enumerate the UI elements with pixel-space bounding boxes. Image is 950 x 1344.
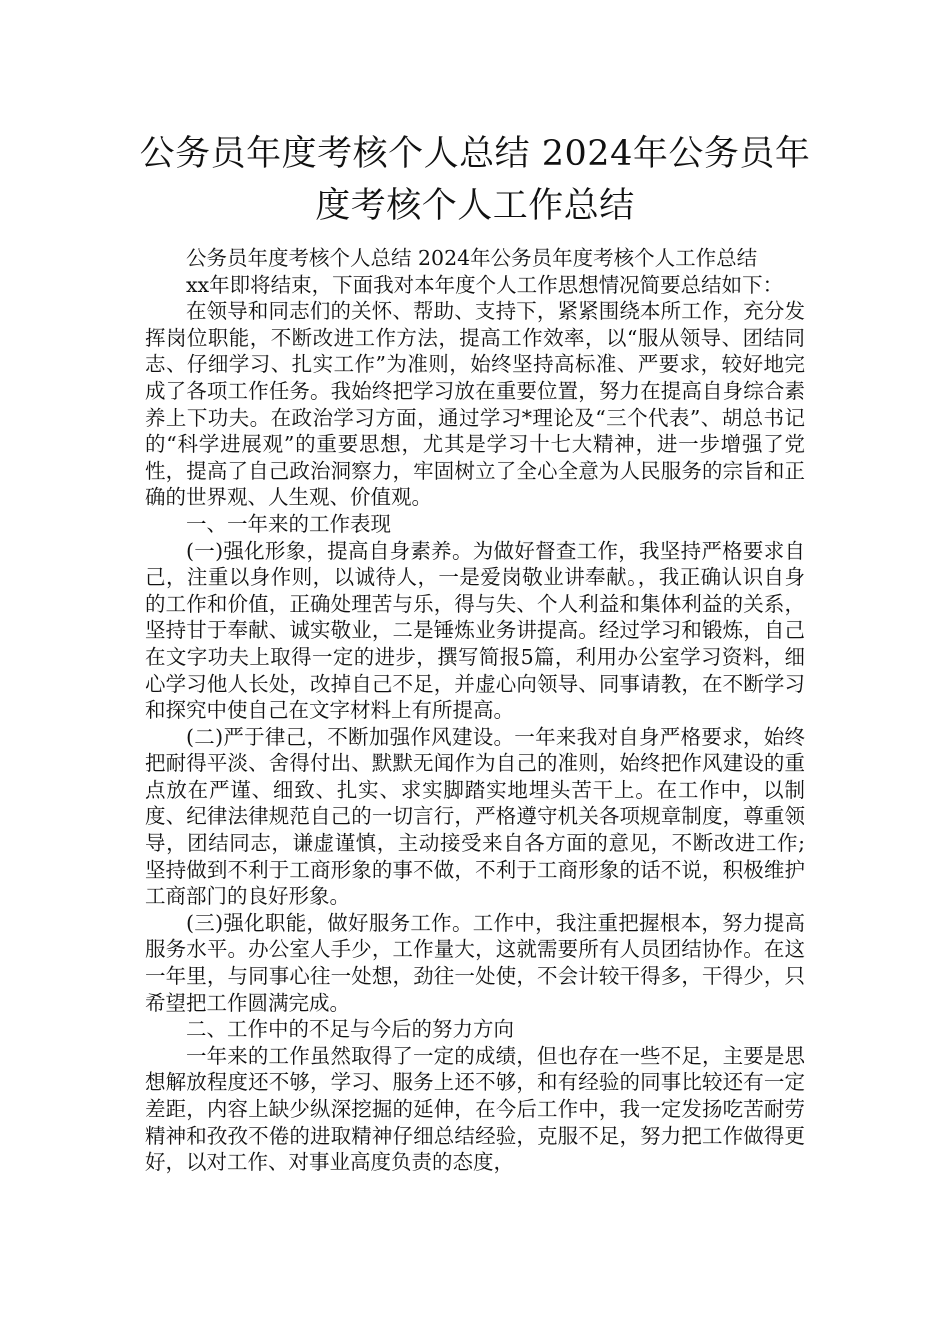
subsection-discipline-paragraph: (二)严于律己，不断加强作风建设。一年来我对自身严格要求，始终把耐得平淡、舍得付出、默默无闻作为自己的准则，始终把作风建设的重点放在严谨、细致、扎实、求实脚踏实地埋头苦干上。在工作中，以制度、纪律法律规范自己的一切言行，严格遵守机关各项规章制度，尊重领导，团结同志，谦虚谨慎，主动接受来自各方面的意见，不断改进工作;坚持做到不利于工商形象的事不做，不利于工商形象的话不说，积极维护工商部门的良好形象。	[145, 724, 805, 909]
shortcomings-paragraph: 一年来的工作虽然取得了一定的成绩，但也存在一些不足，主要是思想解放程度还不够，学习、服务上还不够，和有经验的同事比较还有一定差距，内容上缺少纵深挖掘的延伸，在今后工作中，我一定发扬吃苦耐劳精神和孜孜不倦的进取精神仔细总结经验，克服不足，努力把工作做得更好，以对工作、对事业高度负责的态度，	[145, 1043, 805, 1175]
intro-title-paragraph: 公务员年度考核个人总结 2024年公务员年度考核个人工作总结	[186, 246, 758, 270]
section-heading-shortcomings: 二、工作中的不足与今后的努力方向	[186, 1017, 514, 1042]
overview-paragraph: 在领导和同志们的关怀、帮助、支持下，紧紧围绕本所工作，充分发挥岗位职能，不断改进工作方法，提高工作效率，以“服从领导、团结同志、仔细学习、扎实工作”为准则，始终坚持高标准、严要求，较好地完成了各项工作任务。我始终把学习放在重要位置，努力在提高自身综合素养上下功夫。在政治学习方面，通过学习*理论及“三个代表”、胡总书记的“科学进展观”的重要思想，尤其是学习十七大精神，进一步增强了党性，提高了自己政治洞察力，牢固树立了全心全意为人民服务的宗旨和正确的世界观、人生观、价值观。	[145, 299, 805, 510]
document-title: 公务员年度考核个人总结 2024年公务员年度考核个人工作总结	[139, 134, 811, 226]
document-body	[145, 245, 805, 1176]
subsection-image-paragraph: (一)强化形象，提高自身素养。为做好督查工作，我坚持严格要求自己，注重以身作则，以诚待人，一是爱岗敬业讲奉献。，我正确认识自身的工作和价值，正确处理苦与乐，得与失、个人利益和集体利益的关系，坚持甘于奉献、诚实敬业，二是锤炼业务讲提高。经过学习和锻炼，自己在文字功夫上取得一定的进步，撰写简报5篇，利用办公室学习资料，细心学习他人长处，改掉自己不足，并虚心向领导、同事请教，在不断学习和探究中使自己在文字材料上有所提高。	[145, 538, 805, 723]
section-heading-work-performance: 一、一年来的工作表现	[186, 511, 391, 536]
subsection-service-paragraph: (三)强化职能，做好服务工作。工作中，我注重把握根本，努力提高服务水平。办公室人手少，工作量大，这就需要所有人员团结协作。在这一年里，与同事心往一处想，劲往一处使，不会计较干得多，干得少，只希望把工作圆满完成。	[145, 910, 805, 1015]
opening-paragraph: xx年即将结束，下面我对本年度个人工作思想情况简要总结如下：	[186, 272, 784, 297]
